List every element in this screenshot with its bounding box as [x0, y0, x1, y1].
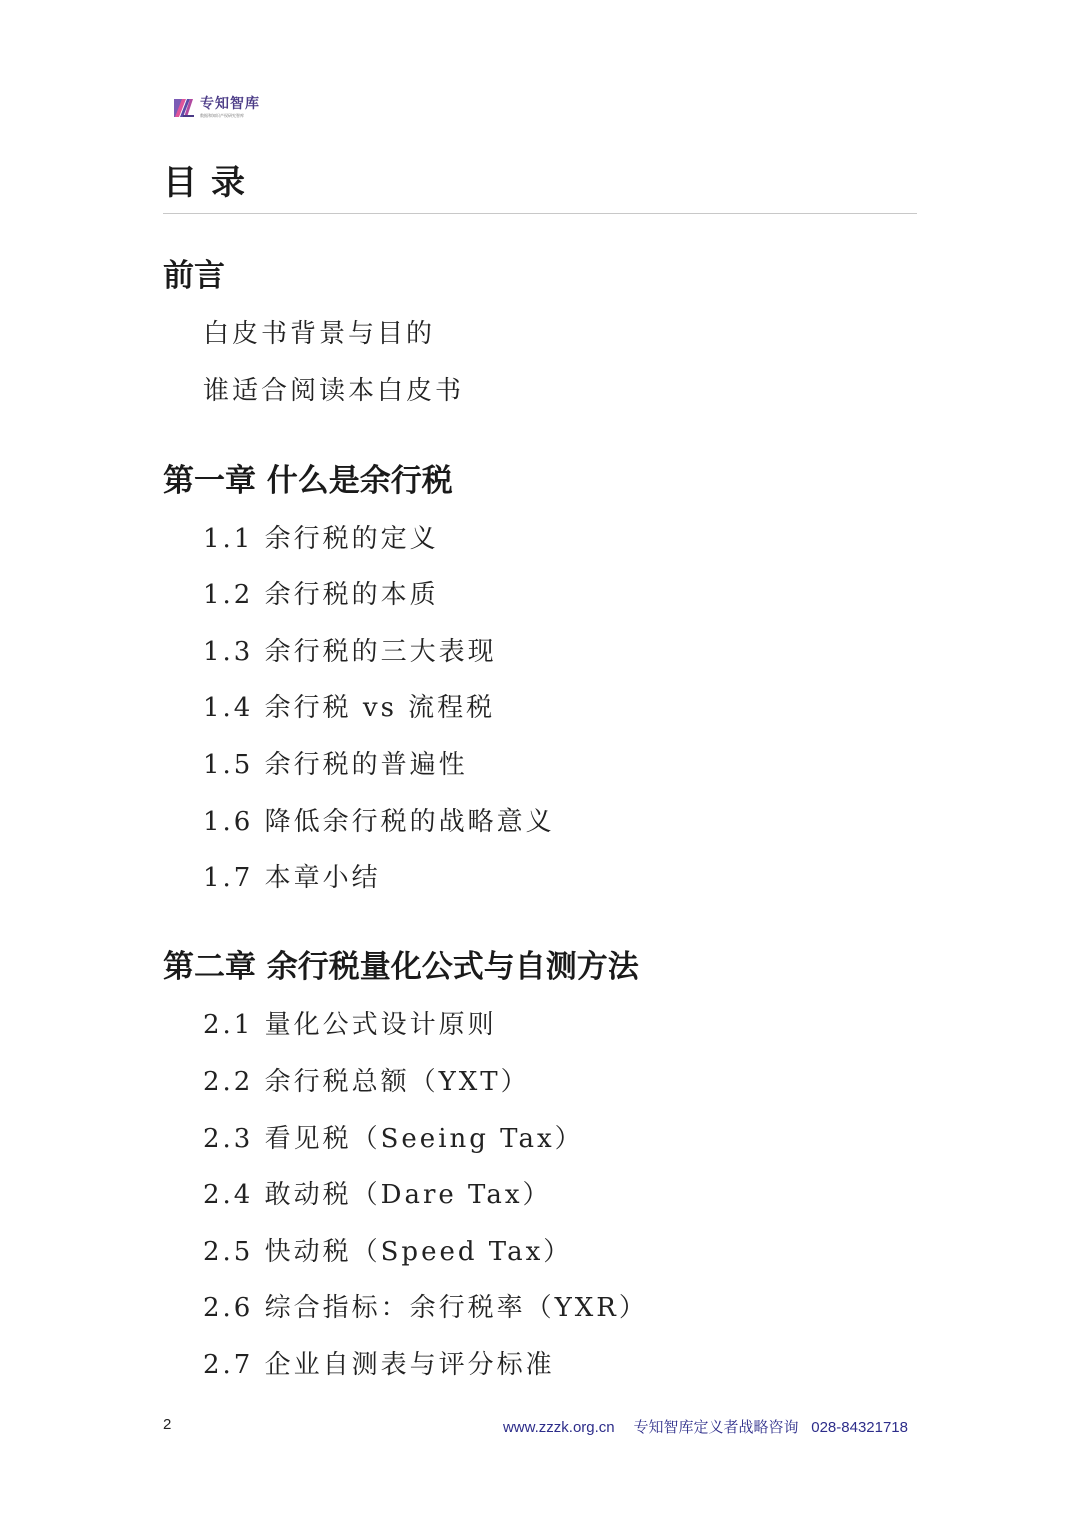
section-heading-chapter-2[interactable]: 第二章 余行税量化公式与自测方法: [163, 949, 639, 985]
toc-item[interactable]: 2.6 综合指标：余行税率（YXR）: [203, 1293, 648, 1323]
toc-item[interactable]: 2.3 看见税（Seeing Tax）: [203, 1124, 584, 1154]
logo-name: 专知智库: [200, 96, 260, 112]
footer-contact: [503, 1416, 908, 1437]
footer-phone: 028-84321718: [811, 1419, 908, 1436]
toc-title: 目录: [163, 163, 259, 203]
toc-item[interactable]: 2.4 敢动税（Dare Tax）: [203, 1180, 552, 1210]
toc-item[interactable]: 2.1 量化公式设计原则: [203, 1010, 497, 1040]
logo-mark-icon: [172, 96, 196, 120]
toc-item[interactable]: 白皮书背景与目的: [203, 319, 436, 349]
title-divider: [163, 213, 917, 214]
section-heading-preface[interactable]: 前言: [163, 258, 225, 294]
toc-item[interactable]: 1.3 余行税的三大表现: [203, 637, 497, 667]
footer-company: 专知智库定义者战略咨询: [633, 1418, 799, 1436]
toc-item[interactable]: 1.7 本章小结: [203, 863, 381, 893]
toc-item[interactable]: 2.7 企业自测表与评分标准: [203, 1350, 555, 1380]
logo-tagline: 数据和知识产权研究智库: [200, 113, 244, 118]
toc-item[interactable]: 2.2 余行税总额（YXT）: [203, 1067, 530, 1097]
toc-item[interactable]: 1.4 余行税 vs 流程税: [203, 693, 496, 723]
toc-item[interactable]: 1.1 余行税的定义: [203, 524, 439, 554]
logo: [172, 96, 260, 124]
section-heading-chapter-1[interactable]: 第一章 什么是余行税: [163, 463, 453, 499]
toc-item[interactable]: 1.2 余行税的本质: [203, 580, 439, 610]
page-number: 2: [163, 1416, 172, 1433]
toc-item[interactable]: 1.6 降低余行税的战略意义: [203, 807, 555, 837]
toc-item[interactable]: 2.5 快动税（Speed Tax）: [203, 1237, 573, 1267]
toc-item[interactable]: 1.5 余行税的普遍性: [203, 750, 468, 780]
toc-item[interactable]: 谁适合阅读本白皮书: [203, 376, 465, 406]
footer-url-link[interactable]: www.zzzk.org.cn: [502, 1419, 615, 1436]
